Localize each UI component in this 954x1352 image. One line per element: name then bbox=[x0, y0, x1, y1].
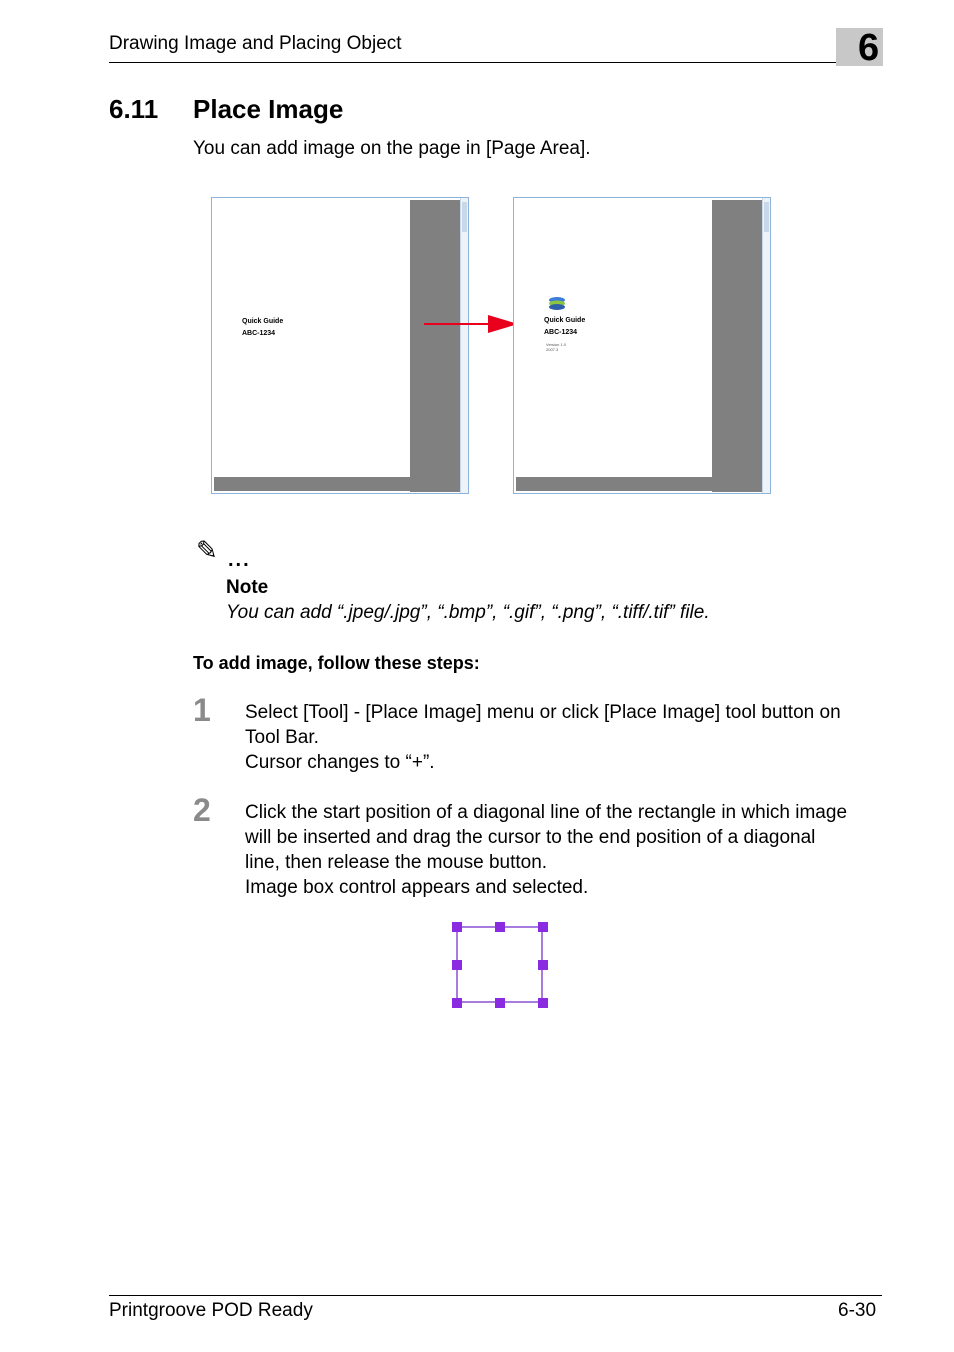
section-title: Place Image bbox=[193, 94, 344, 124]
resize-handle-right bbox=[538, 960, 548, 970]
step-number: 1 bbox=[193, 692, 211, 728]
note-body: You can add “.jpeg/.jpg”, “.bmp”, “.gif”, “.png”, “.tiff/.tif” file. bbox=[226, 602, 710, 623]
step-text-line: Image box control appears and selected. bbox=[245, 877, 589, 898]
resize-handle-bottom-right bbox=[538, 998, 548, 1008]
vertical-scrollbar bbox=[762, 198, 770, 493]
page-margin-bottom bbox=[214, 477, 460, 491]
steps-heading: To add image, follow these steps: bbox=[193, 653, 480, 673]
page-margin-right bbox=[712, 200, 762, 492]
section-intro: You can add image on the page in [Page Area]. bbox=[193, 138, 591, 159]
resize-handle-bottom-left bbox=[452, 998, 462, 1008]
doc-code-text: ABC-1234 bbox=[544, 329, 578, 336]
step-number: 2 bbox=[193, 792, 211, 828]
doc-title-text: Quick Guide bbox=[544, 317, 586, 324]
step-text-line: Click the start position of a diagonal line of the rectangle in which image bbox=[245, 802, 848, 823]
image-box-selection bbox=[456, 926, 543, 1003]
page-margin-right bbox=[410, 200, 460, 492]
running-header-title: Drawing Image and Placing Object bbox=[109, 33, 402, 54]
page-margin-bottom bbox=[516, 477, 762, 491]
note-dots: ... bbox=[228, 549, 251, 571]
page-area-before bbox=[211, 197, 469, 494]
resize-handle-bottom bbox=[495, 998, 505, 1008]
vertical-scrollbar bbox=[460, 198, 468, 493]
doc-date-text: 2007.3 bbox=[546, 347, 559, 352]
resize-handle-left bbox=[452, 960, 462, 970]
footer-page-number: 6-30 bbox=[838, 1300, 877, 1321]
arrow-right-icon bbox=[422, 312, 520, 336]
step-text-line: line, then release the mouse button. bbox=[245, 852, 548, 873]
resize-handle-top-left bbox=[452, 922, 462, 932]
step-text-line: will be inserted and drag the cursor to the end position of a diagonal bbox=[245, 827, 816, 848]
doc-code-text: ABC-1234 bbox=[242, 330, 276, 337]
pencil-icon: ✎ bbox=[196, 535, 218, 565]
chapter-number: 6 bbox=[858, 27, 880, 69]
placed-image-logo-icon bbox=[547, 295, 567, 311]
scrollbar-thumb bbox=[462, 202, 467, 232]
footer-product-name: Printgroove POD Ready bbox=[109, 1300, 313, 1321]
step-text-line: Select [Tool] - [Place Image] menu or click [Place Image] tool button on bbox=[245, 702, 841, 723]
doc-version-text: Version 1.0 bbox=[546, 342, 567, 347]
scrollbar-thumb bbox=[764, 202, 769, 232]
section-number: 6.11 bbox=[109, 94, 159, 124]
page-area-after bbox=[513, 197, 771, 494]
step-text-line: Cursor changes to “+”. bbox=[245, 752, 435, 773]
resize-handle-top bbox=[495, 922, 505, 932]
step-text-line: Tool Bar. bbox=[245, 727, 319, 748]
header-divider bbox=[109, 62, 882, 63]
note-heading: Note bbox=[226, 577, 269, 598]
resize-handle-top-right bbox=[538, 922, 548, 932]
doc-title-text: Quick Guide bbox=[242, 318, 284, 325]
footer-divider bbox=[109, 1295, 882, 1296]
